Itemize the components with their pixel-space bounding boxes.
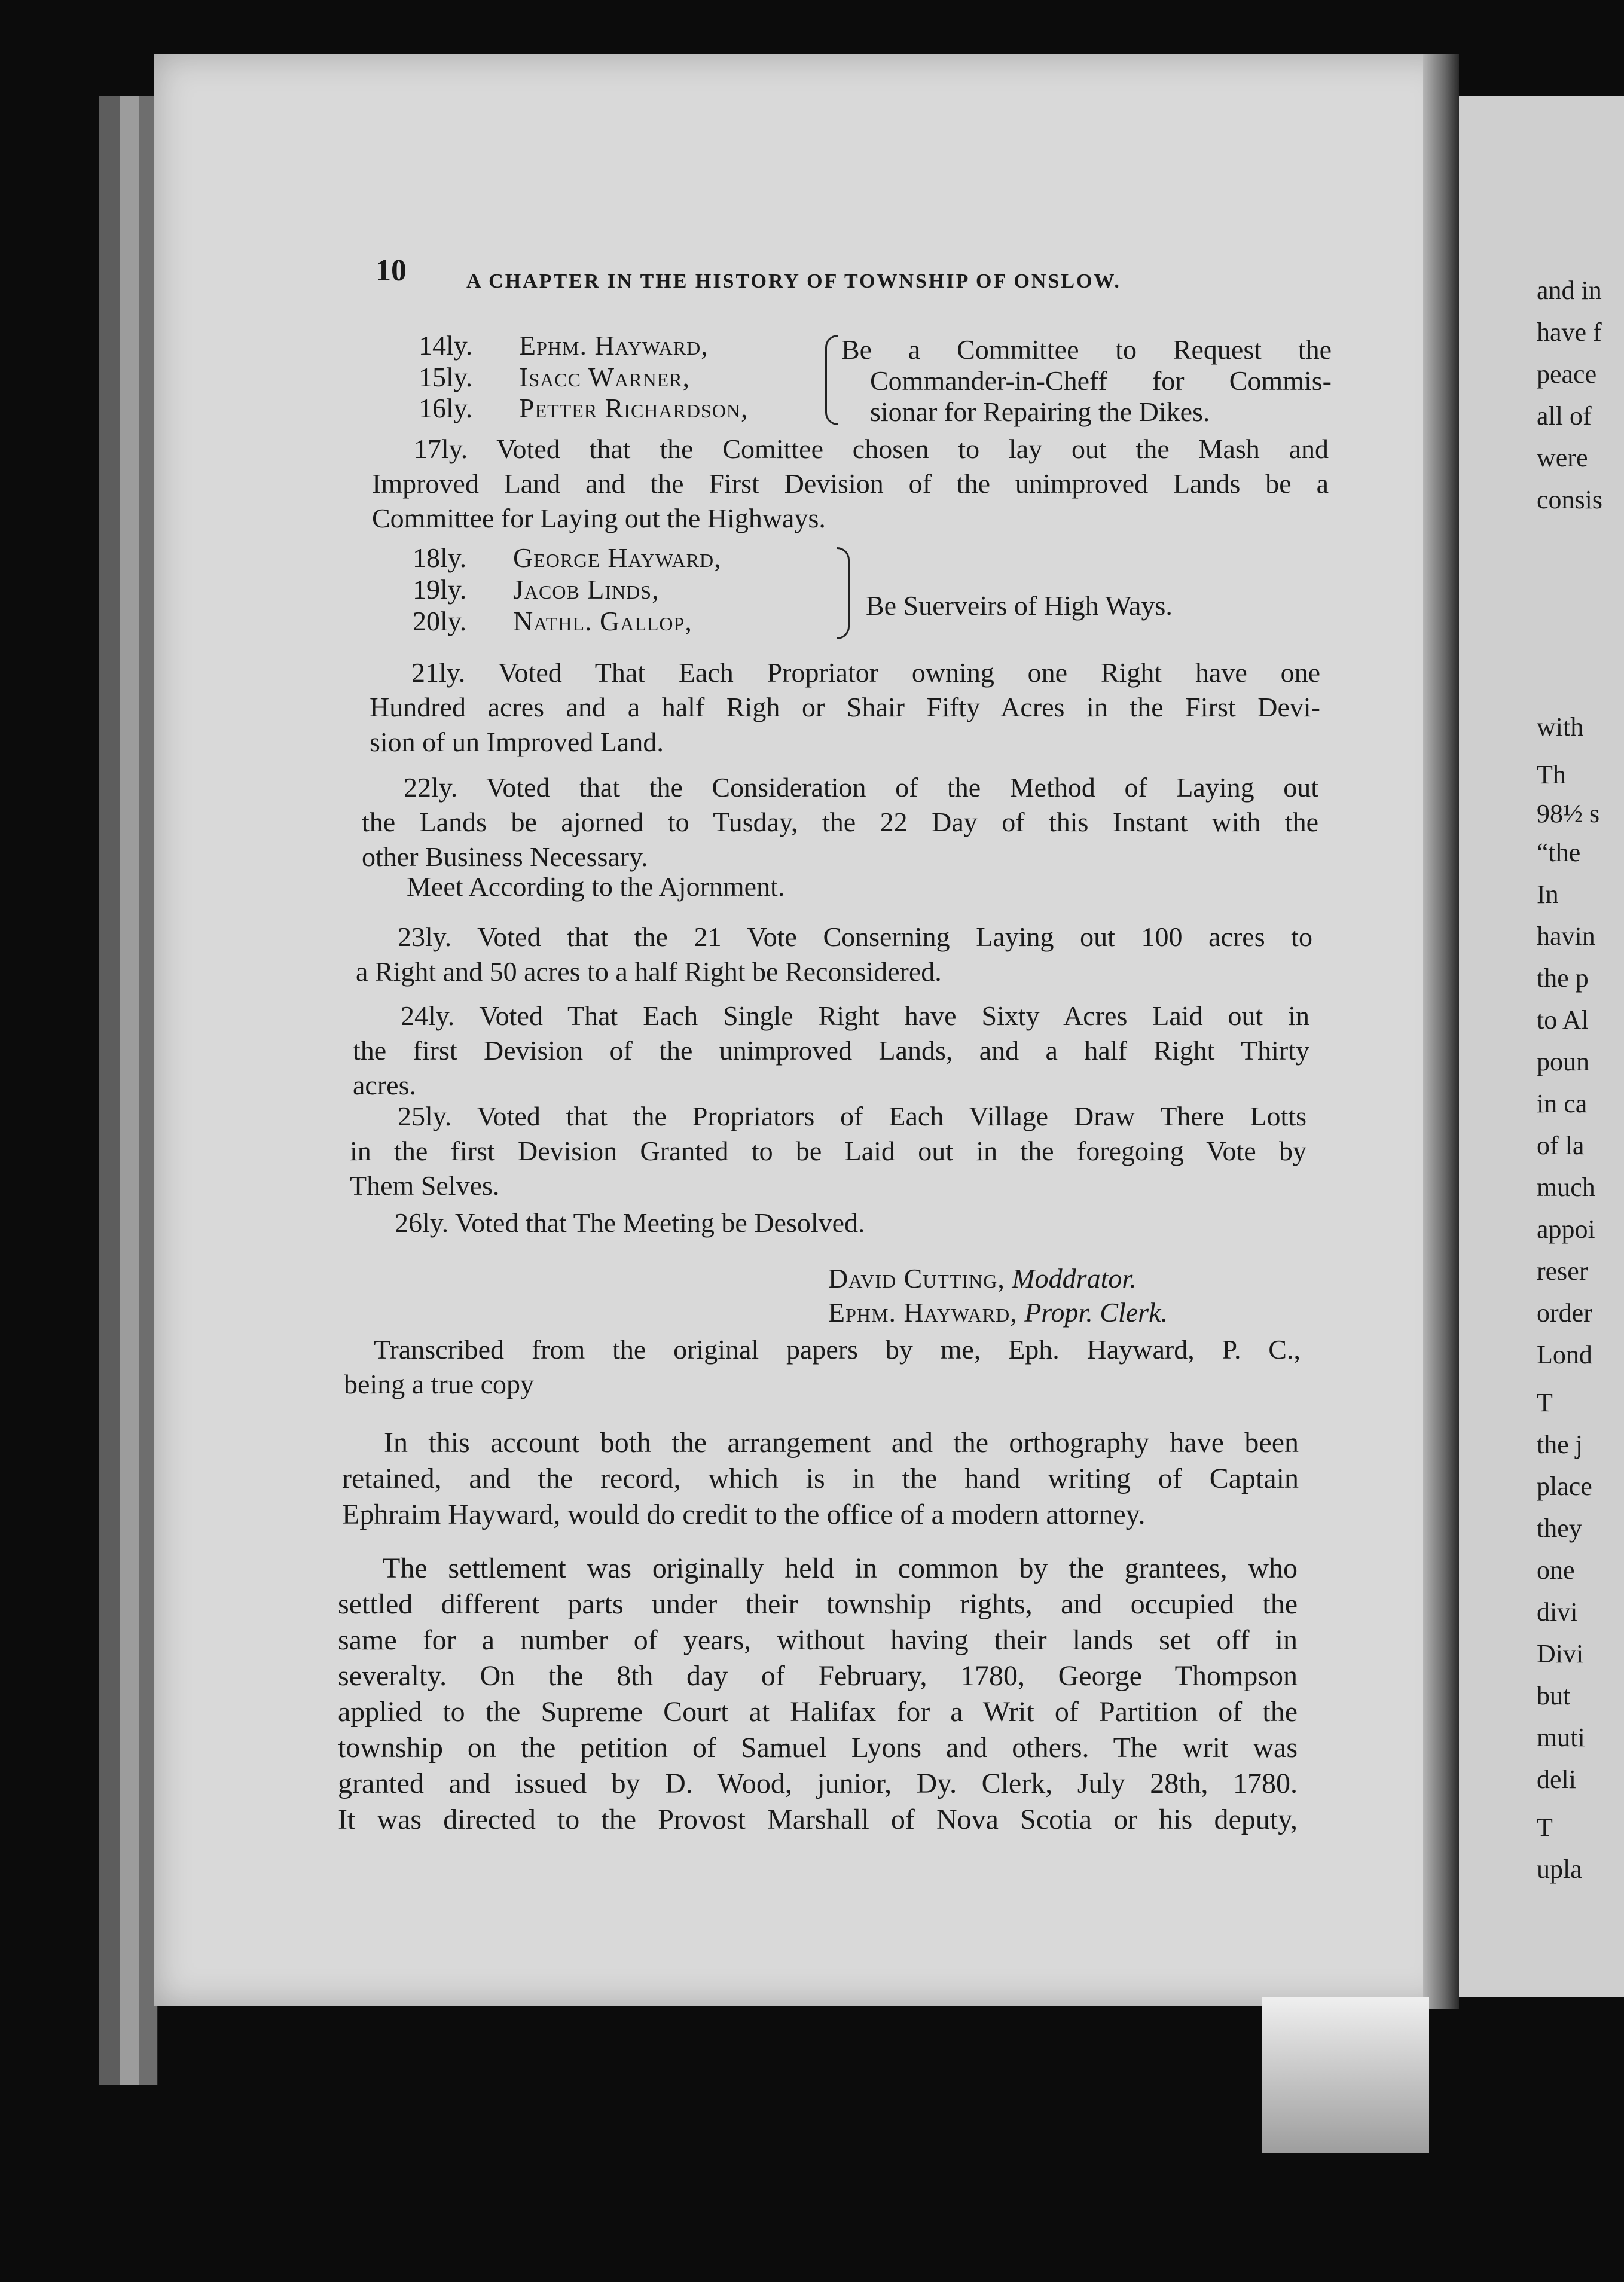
text-line: granted and issued by D. Wood, junior, Dy. Clerk, July 28th, 1780.	[338, 1768, 1298, 1799]
text-line: settled different parts under their township rights, and occupied the	[338, 1588, 1298, 1620]
vote-22	[362, 771, 1318, 875]
vote-24	[353, 1000, 1309, 1104]
vote-25	[350, 1100, 1306, 1204]
facing-page-fragment: much	[1537, 1173, 1595, 1202]
text-line: 23ly. Voted that the 21 Vote Conserning Laying out 100 acres to	[398, 922, 1312, 952]
facing-page-fragment: T	[1537, 1388, 1553, 1417]
text-line: being a true copy	[344, 1369, 535, 1399]
text-line: It was directed to the Provost Marshall of Nova Scotia or his deputy,	[338, 1804, 1298, 1835]
facing-page-fragment: Divi	[1537, 1639, 1584, 1668]
text-line: In this account both the arrangement and the orthography have been	[384, 1427, 1299, 1459]
facing-page-fragment: deli	[1537, 1765, 1576, 1794]
signature-moderator	[828, 1265, 1137, 1292]
facing-page-fragment: havin	[1537, 922, 1595, 951]
text-line: 25ly. Voted that the Propriators of Each Village Draw There Lotts	[398, 1101, 1306, 1131]
facing-page-fragment: T	[1537, 1813, 1553, 1842]
meeting-note: Meet According to the Ajornment.	[407, 871, 785, 902]
facing-page-fragment: the p	[1537, 963, 1589, 993]
text-line: a Right and 50 acres to a half Right be Reconsidered.	[356, 956, 942, 987]
signature-name: David Cutting,	[828, 1263, 1005, 1293]
text-line: 17ly. Voted that the Comittee chosen to lay out the Mash and	[414, 434, 1329, 464]
page-number: 10	[376, 254, 407, 288]
item-number: 15ly.	[419, 362, 473, 392]
facing-page-fragment: one	[1537, 1555, 1575, 1585]
committee-member: Ephm. Hayward,	[519, 330, 709, 361]
text-line: in the first Devision Granted to be Laid out in the foregoing Vote by	[350, 1136, 1306, 1166]
text-line: other Business Necessary.	[362, 841, 648, 872]
commentary-paragraph	[342, 1426, 1299, 1534]
item-number: 14ly.	[419, 330, 473, 361]
facing-page-fragment: Th	[1537, 760, 1566, 789]
facing-page-fragment: peace	[1537, 359, 1597, 389]
text-line: the Lands be ajorned to Tusday, the 22 Day of this Instant with the	[362, 807, 1318, 837]
text-line: 22ly. Voted that the Consideration of the Method of Laying out	[404, 772, 1318, 803]
signature-clerk	[828, 1299, 1168, 1326]
text-line: same for a number of years, without having their lands set off in	[338, 1624, 1298, 1656]
facing-page-fragment: consis	[1537, 485, 1602, 514]
committee-member: Isacc Warner,	[519, 362, 690, 392]
vote-17	[372, 433, 1329, 537]
item-number: 18ly.	[413, 542, 467, 573]
committee-note: Commander-in-Cheff for Commis-	[870, 365, 1332, 396]
text-line: severalty. On the 8th day of February, 1780, George Thompson	[338, 1660, 1298, 1692]
text-line: applied to the Supreme Court at Halifax for a Writ of Partition of the	[338, 1696, 1298, 1728]
running-title: A CHAPTER IN THE HISTORY OF TOWNSHIP OF ONSLOW.	[466, 270, 1121, 292]
surveyor-name: Jacob Linds,	[513, 574, 660, 605]
facing-page-fragment: with	[1537, 712, 1584, 742]
settlement-paragraph	[338, 1552, 1298, 1839]
text-line: sion of un Improved Land.	[370, 727, 664, 757]
text-line: Hundred acres and a half Righ or Shair Fifty Acres in the First Devi-	[370, 692, 1320, 722]
text-line: Transcribed from the original papers by me, Eph. Hayward, P. C.,	[374, 1334, 1301, 1365]
text-line: retained, and the record, which is in the hand writing of Captain	[342, 1463, 1299, 1494]
facing-page-fragment: muti	[1537, 1723, 1585, 1752]
page-gutter	[1423, 54, 1459, 2009]
text-line: Them Selves.	[350, 1170, 500, 1201]
facing-page-fragment: Lond	[1537, 1340, 1592, 1369]
item-number: 16ly.	[419, 393, 473, 423]
signature-title: Moddrator.	[1012, 1263, 1137, 1293]
signature-name: Ephm. Hayward,	[828, 1297, 1018, 1328]
surveyor-name: George Hayward,	[513, 542, 722, 573]
facing-page-fragment: they	[1537, 1514, 1582, 1543]
item-number: 20ly.	[413, 606, 467, 636]
committee-member: Petter Richardson,	[519, 393, 749, 423]
facing-page-fragment: poun	[1537, 1047, 1589, 1076]
facing-page-fragment: to Al	[1537, 1005, 1589, 1035]
page-bottom-edge	[1262, 1997, 1429, 2153]
text-line: acres.	[353, 1070, 416, 1100]
facing-page-fragment: in ca	[1537, 1089, 1588, 1118]
facing-page-fragment: have f	[1537, 318, 1602, 347]
text-line: 24ly. Voted That Each Single Right have Sixty Acres Laid out in	[401, 1000, 1309, 1031]
facing-page-fragment: all of	[1537, 401, 1592, 431]
facing-page-fragment: of la	[1537, 1131, 1585, 1160]
facing-page	[1459, 96, 1624, 1997]
committee-note: Be a Committee to Request the	[841, 334, 1332, 365]
vote-21	[370, 657, 1320, 761]
facing-page-fragment: appoi	[1537, 1215, 1595, 1244]
text-line: township on the petition of Samuel Lyons and others. The writ was	[338, 1732, 1298, 1764]
text-line: The settlement was originally held in common by the grantees, who	[383, 1552, 1298, 1584]
text-line: the first Devision of the unimproved Lands, and a half Right Thirty	[353, 1035, 1309, 1066]
text-line: 21ly. Voted That Each Propriator owning one Right have one	[411, 657, 1320, 688]
facing-page-fragment: and in	[1537, 276, 1602, 305]
facing-page-fragment: In	[1537, 880, 1559, 909]
vote-26: 26ly. Voted that The Meeting be Desolved.	[395, 1207, 865, 1238]
signature-title: Propr. Clerk.	[1024, 1297, 1168, 1328]
text-line: Committee for Laying out the Highways.	[372, 503, 826, 533]
facing-page-fragment: the j	[1537, 1430, 1583, 1459]
text-line: Improved Land and the First Devision of the unimproved Lands be a	[372, 468, 1329, 499]
facing-page-fragment: 98½ s	[1537, 799, 1600, 828]
surveyor-note: Be Suerveirs of High Ways.	[866, 590, 1173, 621]
facing-page-fragment: but	[1537, 1681, 1571, 1710]
vote-23	[356, 921, 1312, 990]
brace	[837, 547, 850, 639]
facing-page-fragment: upla	[1537, 1854, 1582, 1884]
brace	[825, 335, 838, 425]
text-line: Ephraim Hayward, would do credit to the office of a modern attorney.	[342, 1499, 1146, 1530]
item-number: 19ly.	[413, 574, 467, 605]
facing-page-fragment: reser	[1537, 1256, 1588, 1286]
committee-note: sionar for Repairing the Dikes.	[870, 396, 1210, 427]
facing-page-fragment: place	[1537, 1472, 1592, 1501]
transcription-note	[344, 1334, 1301, 1403]
facing-page-fragment: divi	[1537, 1597, 1578, 1627]
facing-page-fragment: “the	[1537, 838, 1581, 867]
facing-page-fragment: order	[1537, 1298, 1592, 1328]
facing-page-fragment: were	[1537, 443, 1588, 472]
surveyor-name: Nathl. Gallop,	[513, 606, 692, 636]
